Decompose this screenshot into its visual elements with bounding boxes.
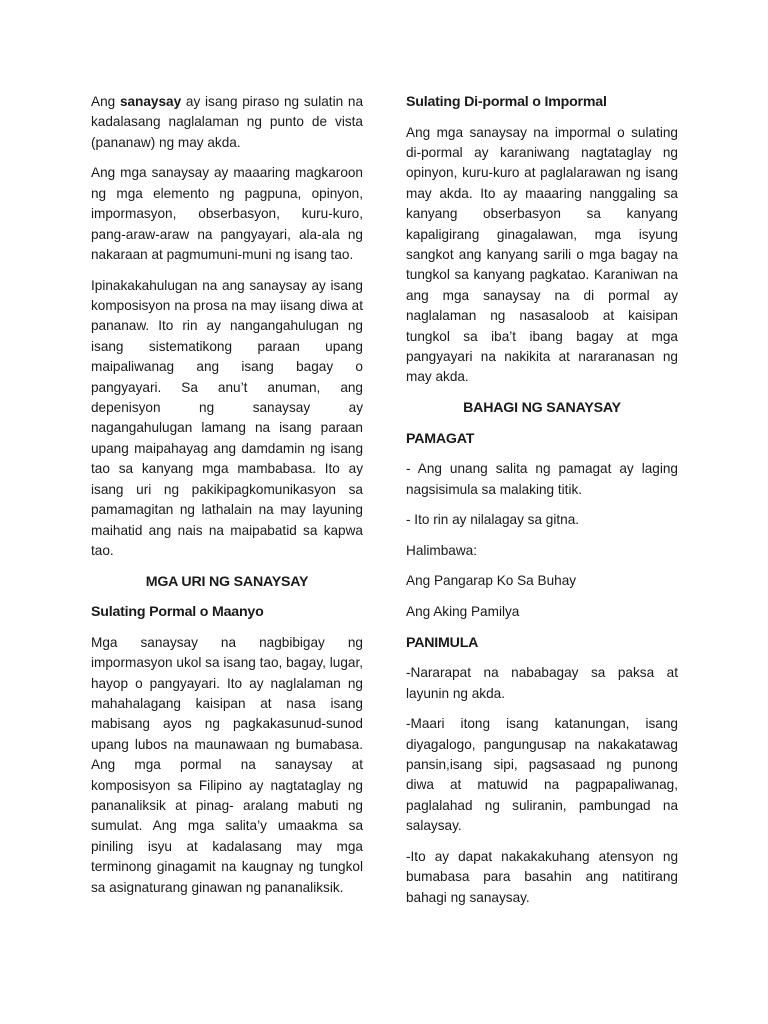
intro-paragraph	[91, 92, 363, 153]
heading-bahagi: BAHAGI NG SANAYSAY	[463, 400, 621, 417]
panimula-rule-3: -Ito ay dapat nakakakuhang atensyon ng bumabasa para basahin ang natitirang bahagi ng sanaysay.	[406, 848, 678, 905]
heading-sulating-dipormal: Sulating Di-pormal o Impormal	[406, 94, 607, 110]
heading-sulating-pormal: Sulating Pormal o Maanyo	[91, 604, 264, 621]
intro-text-start: Ang	[91, 94, 120, 109]
heading-mga-uri: MGA URI NG SANAYSAY	[145, 573, 309, 590]
heading-pamagat: PAMAGAT	[406, 430, 475, 447]
halimbawa-label: Halimbawa:	[406, 542, 478, 558]
pamagat-rule-2: - Ito rin ay nilalagay sa gitna.	[406, 512, 580, 528]
right-column	[406, 92, 678, 918]
pamagat-rule-1: - Ang unang salita ng pamagat ay laging nagsisimula sa malaking titik.	[406, 461, 678, 497]
heading-panimula: PANIMULA	[406, 634, 479, 651]
pormal-paragraph: Mga sanaysay na nagbibigay ng impormasyon ukol sa isang tao, bagay, lugar, hayop o pangyayari. Ito ay naglalaman ng mahahalagang kaisipan at nasa isang mabisang ayos ng pagkakasunud-sunod upang lubos na maunawaan ng bumabasa. Ang mga pormal na sanaysay at komposisyon sa Filipino ay nagtataglay ng pananaliksik at pinag- aralang mabuti ng sumulat. Ang mga salita’y umaakma sa piniling isyu at kadalasang may mga terminong ginagamit na kaugnay ng tungkol sa asignaturang ginawan ng pananaliksik.	[91, 634, 363, 895]
intro-text-end: ay isang piraso ng sulatin na kadalasang naglalaman ng punto de vista (pananaw) ng may akda.	[91, 94, 364, 150]
elements-paragraph: Ang mga sanaysay ay maaaring magkaroon ng mga elemento ng pagpuna, opinyon, impormasyon, obserbasyon, kuru-kuro, pang-araw-araw na pangyayari, ala-ala ng nakaraan at pagmumuni-muni ng isang tao.	[91, 165, 363, 263]
left-column	[91, 92, 363, 908]
term-sanaysay: sanaysay	[119, 94, 182, 109]
example-title-1: Ang Pangarap Ko Sa Buhay	[406, 573, 577, 589]
definition-paragraph: Ipinakakahulugan na ang sanaysay ay isang komposisyon na prosa na may iisang diwa at pananaw. Ito rin ay nangangahulugan ng isang sistematikong paraan upang maipaliwanag ang isang bagay o pangyayari. Sa anu’t anuman, ang depenisyon ng sanaysay ay nagangahulugan lamang na isang paraan upang maipahayag ang damdamin ng isang tao sa kanyang mga mambabasa. Ito ay isang uri ng pakikipagkomunikasyon sa pamamagitan ng lathalain na may layuning maihatid ang nais na maipabatid sa kapwa tao.	[91, 277, 363, 558]
dipormal-paragraph: Ang mga sanaysay na impormal o sulating di-pormal ay karaniwang nagtataglay ng opinyon, kuru-kuro at paglalarawan ng isang may akda. Ito ay maaaring nanggaling sa kanyang obserbasyon sa kanyang kapaligirang ginagalawan, mga isyung sangkot ang kanyang sarili o mga bagay na tungkol sa kanyang pagkatao. Karaniwan na ang mga sanaysay na di pormal ay naglalaman ng nasasaloob at kaisipan tungkol sa iba’t ibang bagay at mga pangyayari na nakikita at nararanasan ng may akda.	[406, 124, 678, 385]
example-title-2: Ang Aking Pamilya	[406, 604, 520, 620]
panimula-rule-2: -Maari itong isang katanungan, isang diyagalogo, pangungusap na nakakatawag pansin,isang sipi, pagsasaad ng punong diwa at matuwid na pagpapaliwanag, paglalahad ng suliranin, pambungad na salaysay.	[406, 716, 678, 834]
panimula-rule-1: -Nararapat na nababagay sa paksa at layunin ng akda.	[406, 665, 678, 701]
